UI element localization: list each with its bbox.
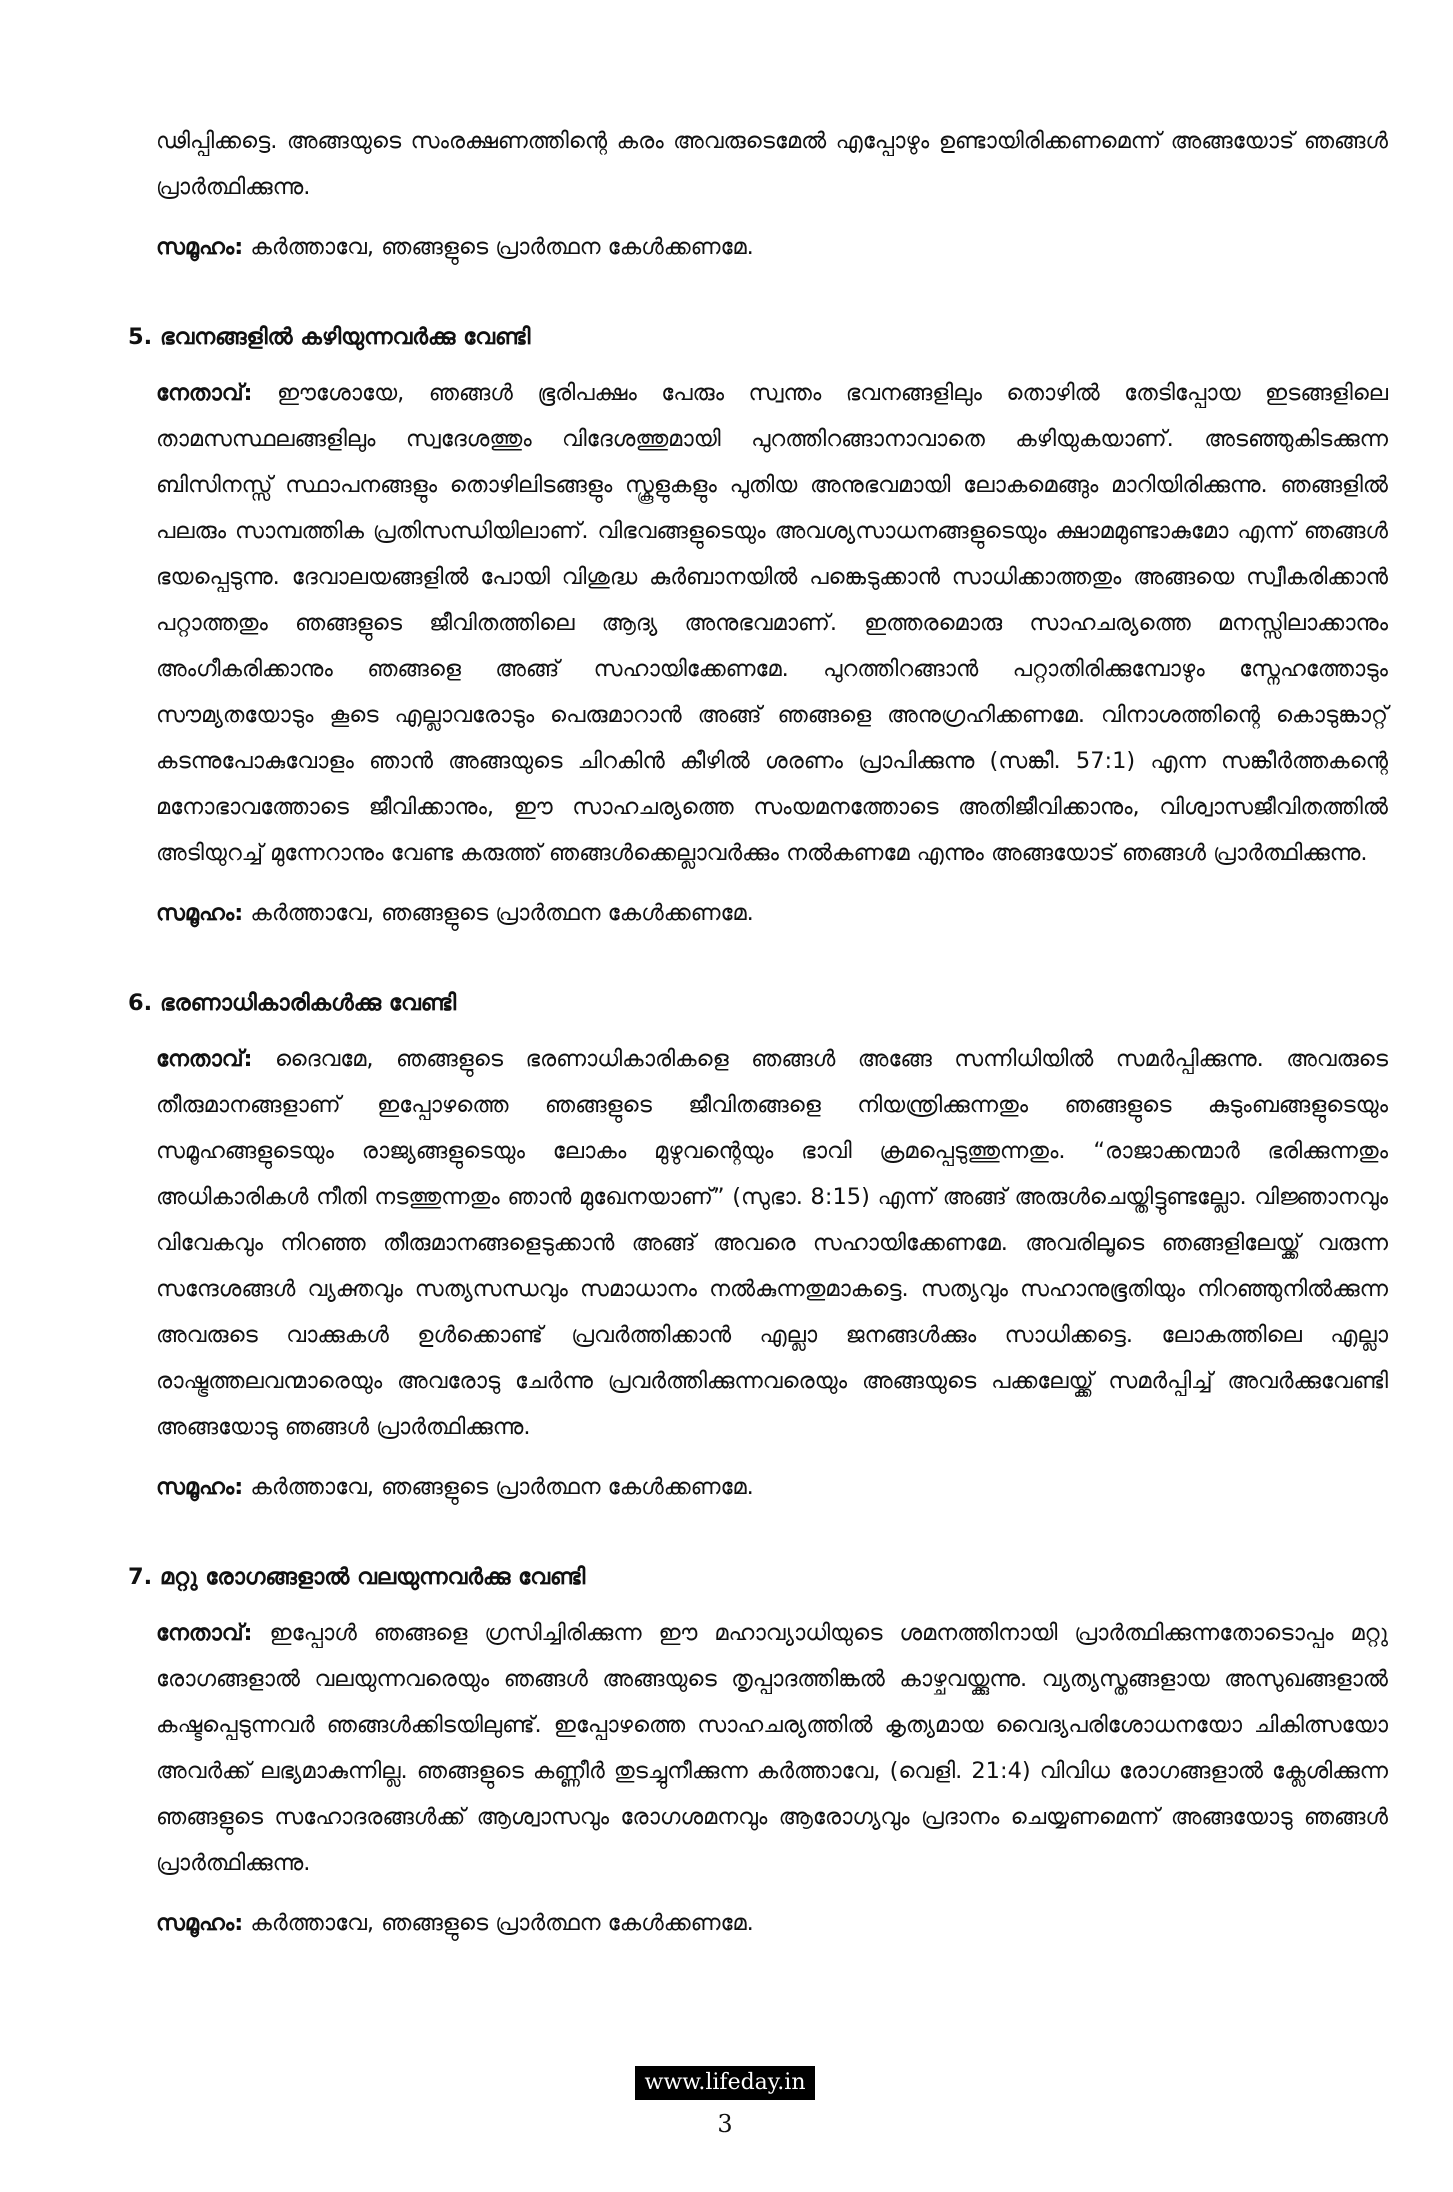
footer-url-link[interactable]: www.lifeday.in xyxy=(635,2066,815,2100)
leader-text: ഇപ്പോൾ ഞങ്ങളെ ഗ്രസിച്ചിരിക്കുന്ന ഈ മഹാവ്യാധിയുടെ ശമനത്തിനായി പ്രാർത്ഥിക്കുന്നതോടൊപ്പം മറ്റു രോഗങ്ങളാൽ വലയുന്നവരെയും ഞങ്ങൾ അങ്ങയുടെ തൃപ്പാദത്തിങ്കൽ കാഴ്ചവയ്ക്കുന്നു. വ്യത്യസ്തങ്ങളായ അസുഖങ്ങളാൽ കഷ്ടപ്പെടുന്നവർ ഞങ്ങൾക്കിടയിലുണ്ട്. ഇപ്പോഴത്തെ സാഹചര്യത്തിൽ കൃത്യമായ വൈദ്യപരിശോധനയോ ചികിത്സയോ അവർക്ക് ലഭ്യമാകുന്നില്ല. ഞങ്ങളുടെ കണ്ണീർ തുടച്ചുനീക്കുന്ന കർത്താവേ, (വെളി. 21:4) വിവിധ രോഗങ്ങളാൽ ക്ലേശിക്കുന്ന ഞങ്ങളുടെ സഹോദരങ്ങൾക്ക് ആശ്വാസവും രോഗശമനവും ആരോഗ്യവും പ്രദാനം ചെയ്യണമെന്ന് അങ്ങയോടു ഞങ്ങൾ പ്രാർത്ഥിക്കുന്നു. xyxy=(156,1620,1388,1876)
response-line xyxy=(156,1900,1388,1946)
response-label: സമൂഹം: xyxy=(156,900,244,926)
response-text: കർത്താവേ, ഞങ്ങളുടെ പ്രാർത്ഥന കേൾക്കണമേ. xyxy=(250,900,754,926)
response-label: സമൂഹം: xyxy=(156,1910,244,1936)
response-label: സമൂഹം: xyxy=(156,1474,244,1500)
leader-label: നേതാവ്: xyxy=(156,380,253,406)
response-label: സമൂഹം: xyxy=(156,234,244,260)
response-text: കർത്താവേ, ഞങ്ങളുടെ പ്രാർത്ഥന കേൾക്കണമേ. xyxy=(250,234,754,260)
section-7 xyxy=(128,1554,1388,1946)
response-text: കർത്താവേ, ഞങ്ങളുടെ പ്രാർത്ഥന കേൾക്കണമേ. xyxy=(250,1474,754,1500)
section-heading: 6. ഭരണാധികാരികൾക്കു വേണ്ടി xyxy=(128,990,457,1016)
response-line xyxy=(156,224,1388,270)
leader-text: ദൈവമേ, ഞങ്ങളുടെ ഭരണാധികാരികളെ ഞങ്ങൾ അങ്ങേ സന്നിധിയിൽ സമർപ്പിക്കുന്നു. അവരുടെ തീരുമാനങ്ങളാണ് ഇപ്പോഴത്തെ ഞങ്ങളുടെ ജീവിതങ്ങളെ നിയന്ത്രിക്കുന്നതും ഞങ്ങളുടെ കുടുംബങ്ങളുടെയും സമൂഹങ്ങളുടെയും രാജ്യങ്ങളുടെയും ലോകം മുഴുവന്റെയും ഭാവി ക്രമപ്പെടുത്തുന്നതും. “രാജാക്കന്മാർ ഭരിക്കുന്നതും അധികാരികൾ നീതി നടത്തുന്നതും ഞാൻ മുഖേനയാണ്” (സുഭാ. 8:15) എന്ന് അങ്ങ് അരുൾചെയ്തിട്ടുണ്ടല്ലോ. വിജ്ഞാനവും വിവേകവും നിറഞ്ഞ തീരുമാനങ്ങളെടുക്കാൻ അങ്ങ് അവരെ സഹായിക്കേണമേ. അവരിലൂടെ ഞങ്ങളിലേയ്ക്ക് വരുന്ന സന്ദേശങ്ങൾ വ്യക്തവും സത്യസന്ധവും സമാധാനം നൽകുന്നതുമാകട്ടെ. സത്യവും സഹാനുഭൂതിയും നിറഞ്ഞുനിൽക്കുന്ന അവരുടെ വാക്കുകൾ ഉൾക്കൊണ്ട് പ്രവർത്തിക്കാൻ എല്ലാ ജനങ്ങൾക്കും സാധിക്കട്ടെ. ലോകത്തിലെ എല്ലാ രാഷ്ട്രത്തലവന്മാരെയും അവരോടു ചേർന്നു പ്രവർത്തിക്കുന്നവരെയും അങ്ങയുടെ പക്കലേയ്ക്ക് സമർപ്പിച്ച് അവർക്കുവേണ്ടി അങ്ങയോടു ഞങ്ങൾ പ്രാർത്ഥിക്കുന്നു. xyxy=(156,1046,1389,1440)
page-number: 3 xyxy=(717,2110,733,2138)
leader-label: നേതാവ്: xyxy=(156,1046,253,1072)
leader-paragraph xyxy=(128,370,1388,876)
leader-paragraph xyxy=(128,1610,1388,1886)
leader-text: ഈശോയേ, ഞങ്ങൾ ഭൂരിപക്ഷം പേരും സ്വന്തം ഭവനങ്ങളിലും തൊഴിൽ തേടിപ്പോയ ഇടങ്ങളിലെ താമസസ്ഥലങ്ങളിലും സ്വദേശത്തും വിദേശത്തുമായി പുറത്തിറങ്ങാനാവാതെ കഴിയുകയാണ്. അടഞ്ഞുകിടക്കുന്ന ബിസിനസ്സ് സ്ഥാപനങ്ങളും തൊഴിലിടങ്ങളും സ്കൂളുകളും പുതിയ അനുഭവമായി ലോകമെങ്ങും മാറിയിരിക്കുന്നു. ഞങ്ങളിൽ പലരും സാമ്പത്തിക പ്രതിസന്ധിയിലാണ്. വിഭവങ്ങളുടെയും അവശ്യസാധനങ്ങളുടെയും ക്ഷാമമുണ്ടാകുമോ എന്ന് ഞങ്ങൾ ഭയപ്പെടുന്നു. ദേവാലയങ്ങളിൽ പോയി വിശുദ്ധ കുർബാനയിൽ പങ്കെടുക്കാൻ സാധിക്കാത്തതും അങ്ങയെ സ്വീകരിക്കാൻ പറ്റാത്തതും ഞങ്ങളുടെ ജീവിതത്തിലെ ആദ്യ അനുഭവമാണ്. ഇത്തരമൊരു സാഹചര്യത്തെ മനസ്സിലാക്കാനും അംഗീകരിക്കാനും ഞങ്ങളെ അങ്ങ് സഹായിക്കേണമേ. പുറത്തിറങ്ങാൻ പറ്റാതിരിക്കുമ്പോഴും സ്നേഹത്തോടും സൗമ്യതയോടും കൂടെ എല്ലാവരോടും പെരുമാറാൻ അങ്ങ് ഞങ്ങളെ അനുഗ്രഹിക്കണമേ. വിനാശത്തിന്റെ കൊടുങ്കാറ്റ് കടന്നുപോകുവോളം ഞാൻ അങ്ങയുടെ ചിറകിൻ കീഴിൽ ശരണം പ്രാപിക്കുന്നു (സങ്കീ. 57:1) എന്ന സങ്കീർത്തകന്റെ മനോഭാവത്തോടെ ജീവിക്കാനും, ഈ സാഹചര്യത്തെ സംയമനത്തോടെ അതിജീവിക്കാനും, വിശ്വാസജീവിതത്തിൽ അടിയുറച്ച് മുന്നേറാനും വേണ്ട കരുത്ത് ഞങ്ങൾക്കെല്ലാവർക്കും നൽകണമേ എന്നും അങ്ങയോട് ഞങ്ങൾ പ്രാർത്ഥിക്കുന്നു. xyxy=(156,380,1389,866)
section-heading: 7. മറ്റു രോഗങ്ങളാൽ വലയുന്നവർക്കു വേണ്ടി xyxy=(128,1564,586,1590)
leader-paragraph xyxy=(128,1036,1388,1450)
response-line xyxy=(156,890,1388,936)
leader-label: നേതാവ്: xyxy=(156,1620,253,1646)
continued-paragraph: ഢിപ്പിക്കട്ടെ. അങ്ങയുടെ സംരക്ഷണത്തിന്റെ കരം അവരുടെമേൽ എപ്പോഴും ഉണ്ടായിരിക്കണമെന്ന് അങ്ങയോട് ഞങ്ങൾ പ്രാർത്ഥിക്കുന്നു. xyxy=(156,128,1388,200)
section-5 xyxy=(128,314,1388,936)
response-line xyxy=(156,1464,1388,1510)
section-6 xyxy=(128,980,1388,1510)
page-content xyxy=(128,118,1388,1946)
section-heading: 5. ഭവനങ്ങളിൽ കഴിയുന്നവർക്കു വേണ്ടി xyxy=(128,324,531,350)
response-text: കർത്താവേ, ഞങ്ങളുടെ പ്രാർത്ഥന കേൾക്കണമേ. xyxy=(250,1910,754,1936)
